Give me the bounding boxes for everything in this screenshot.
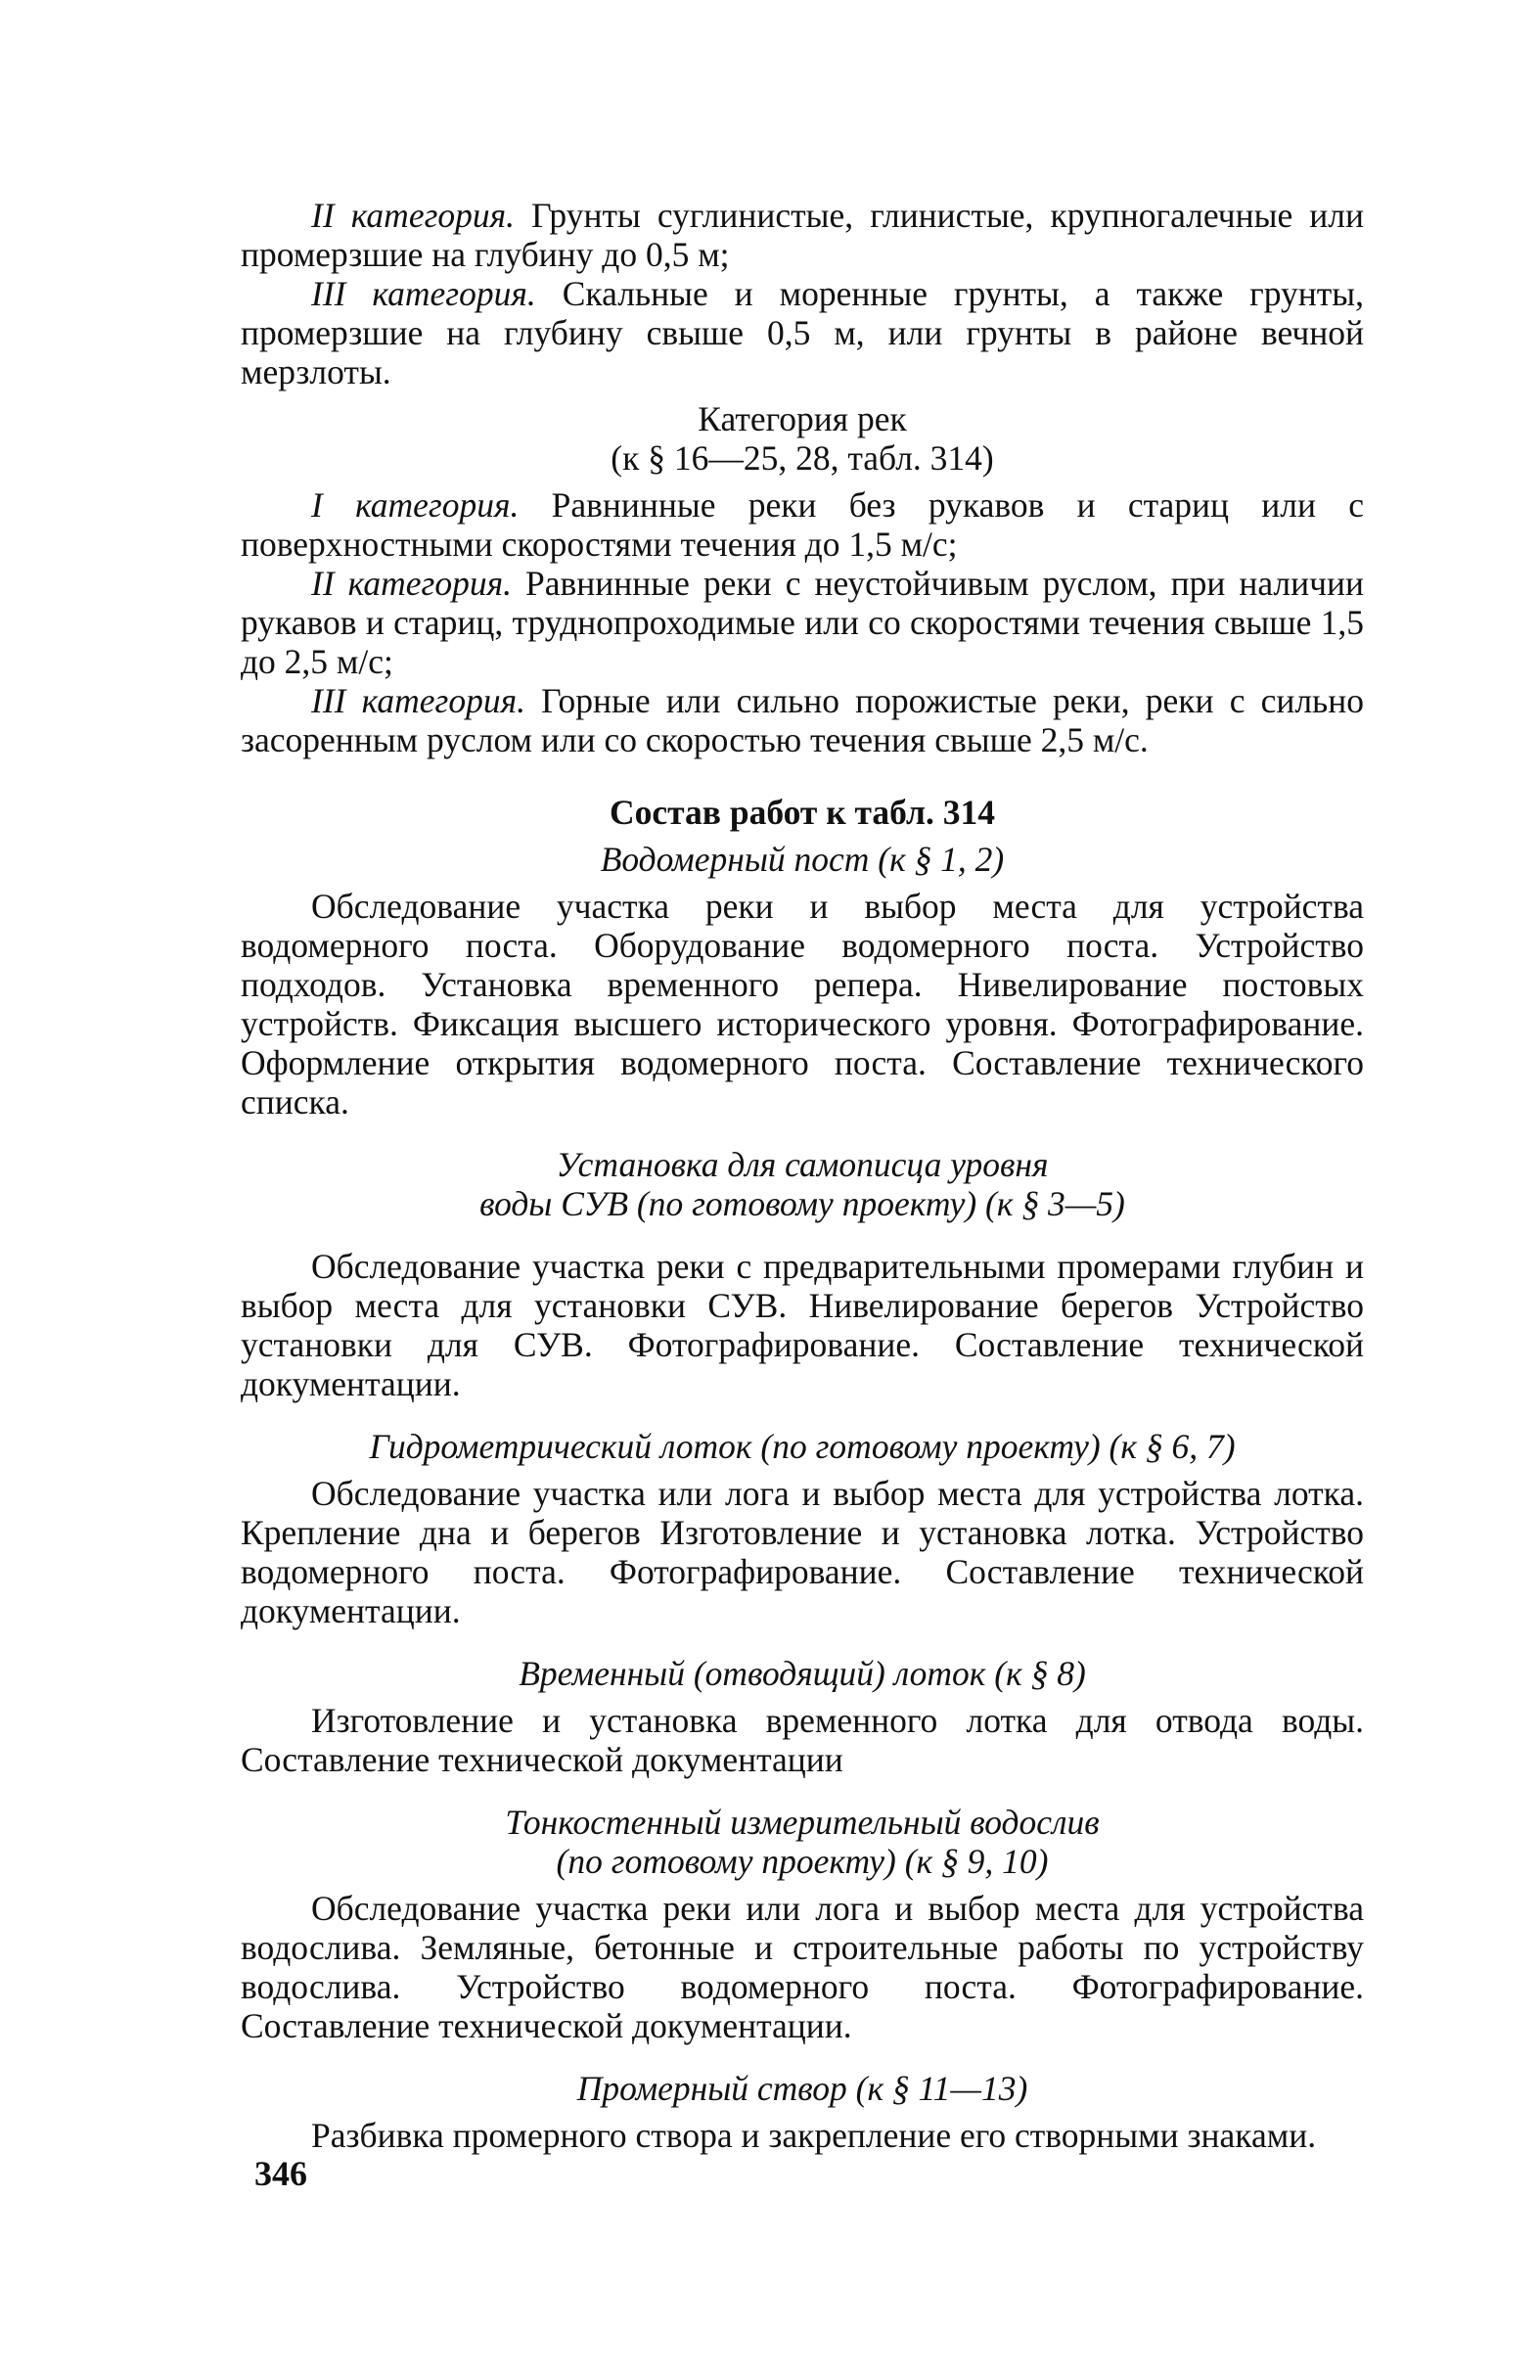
section-text: Изготовление и установка временного лотка для отвода воды. Составление технической документации xyxy=(241,1701,1364,1779)
river-category-3 xyxy=(241,681,1364,759)
spacer xyxy=(241,1693,1364,1701)
spacer xyxy=(241,759,1364,793)
soil-category-2 xyxy=(241,196,1364,274)
section-heading: Водомерный пост (к § 1, 2) xyxy=(600,840,1005,879)
spacer xyxy=(241,879,1364,887)
spacer xyxy=(241,1881,1364,1889)
section-heading: воды СУВ (по готовому проекту) (к § 3—5) xyxy=(479,1184,1125,1223)
category-text: Горные или сильно порожистые реки, реки с сильно засоренным руслом или со скоростью течения свыше 2,5 м/с. xyxy=(241,681,1364,759)
section-text: Обследование участка или лога и выбор места для устройства лотка. Крепление дна и берегов Изготовление и установка лотка. Устройство водомерного поста. Фотографирование. Составление технической документации. xyxy=(241,1474,1364,1630)
spacer xyxy=(241,2045,1364,2069)
section-heading: Установка для самописца уровня xyxy=(556,1145,1049,1184)
river-categories-reference: (к § 16—25, 28, табл. 314) xyxy=(611,438,994,478)
category-label: III категория. xyxy=(311,274,536,313)
spacer xyxy=(241,1466,1364,1474)
section-heading: (по готовому проекту) (к § 9, 10) xyxy=(556,1842,1049,1881)
category-label: III категория. xyxy=(311,681,525,720)
soil-category-3 xyxy=(241,274,1364,391)
spacer xyxy=(241,1403,1364,1427)
category-text: Равнинные реки без рукавов и стариц или с поверхностными скоростями течения до 1,5 м/с; xyxy=(241,485,1365,564)
spacer xyxy=(241,1779,1364,1803)
spacer xyxy=(241,832,1364,840)
spacer xyxy=(241,1630,1364,1654)
category-text: Скальные и моренные грунты, а также грунты, промерзшие на глубину свыше 0,5 м, или грунты в районе вечной мерзлоты. xyxy=(241,274,1364,391)
category-text: Грунты суглинистые, глинистые, крупногалечные или промерзшие на глубину до 0,5 м; xyxy=(241,196,1364,274)
category-label: II категория. xyxy=(311,564,513,603)
section-text: Обследование участка реки с предварительными промерами глубин и выбор места для установки СУВ. Нивелирование берегов Устройство установки для СУВ. Фотографирование. Составление технической документации. xyxy=(241,1247,1364,1403)
spacer xyxy=(241,478,1364,485)
category-label: II категория. xyxy=(311,196,516,235)
section-text: Обследование участка реки и выбор места для устройства водомерного поста. Оборудование водомерного поста. Устройство подходов. Установка временного репера. Нивелирование постовых устройств. Фиксация высшего исторического уровня. Фотографирование. Оформление открытия водомерного поста. Составление технического списка. xyxy=(241,887,1364,1121)
text-column xyxy=(241,196,1364,2155)
river-category-2 xyxy=(241,564,1364,681)
river-category-1 xyxy=(241,485,1364,564)
section-text: Обследование участка реки или лога и выбор места для устройства водослива. Земляные, бетонные и строительные работы по устройству водослива. Устройство водомерного поста. Фотографирование. Составление технической документации. xyxy=(241,1889,1364,2045)
category-label: I категория. xyxy=(311,485,520,525)
category-text: Равнинные реки с неустойчивым руслом, при наличии рукавов и стариц, труднопроходимые или со скоростями течения свыше 1,5 до 2,5 м/с; xyxy=(241,564,1364,681)
section-heading: Промерный створ (к § 11—13) xyxy=(576,2069,1028,2108)
section-heading: Гидрометрический лоток (по готовому проекту) (к § 6, 7) xyxy=(369,1427,1236,1466)
page-number: 346 xyxy=(254,2154,307,2193)
section-heading: Временный (отводящий) лоток (к § 8) xyxy=(519,1654,1086,1693)
section-heading: Тонкостенный измерительный водослив xyxy=(505,1803,1100,1842)
section-text: Разбивка промерного створа и закрепление его створными знаками. xyxy=(311,2116,1317,2155)
spacer xyxy=(241,1223,1364,1247)
river-categories-heading: Категория рек xyxy=(698,399,907,438)
works-title: Состав работ к табл. 314 xyxy=(610,793,995,832)
spacer xyxy=(241,2108,1364,2116)
spacer xyxy=(241,391,1364,399)
spacer xyxy=(241,1121,1364,1145)
